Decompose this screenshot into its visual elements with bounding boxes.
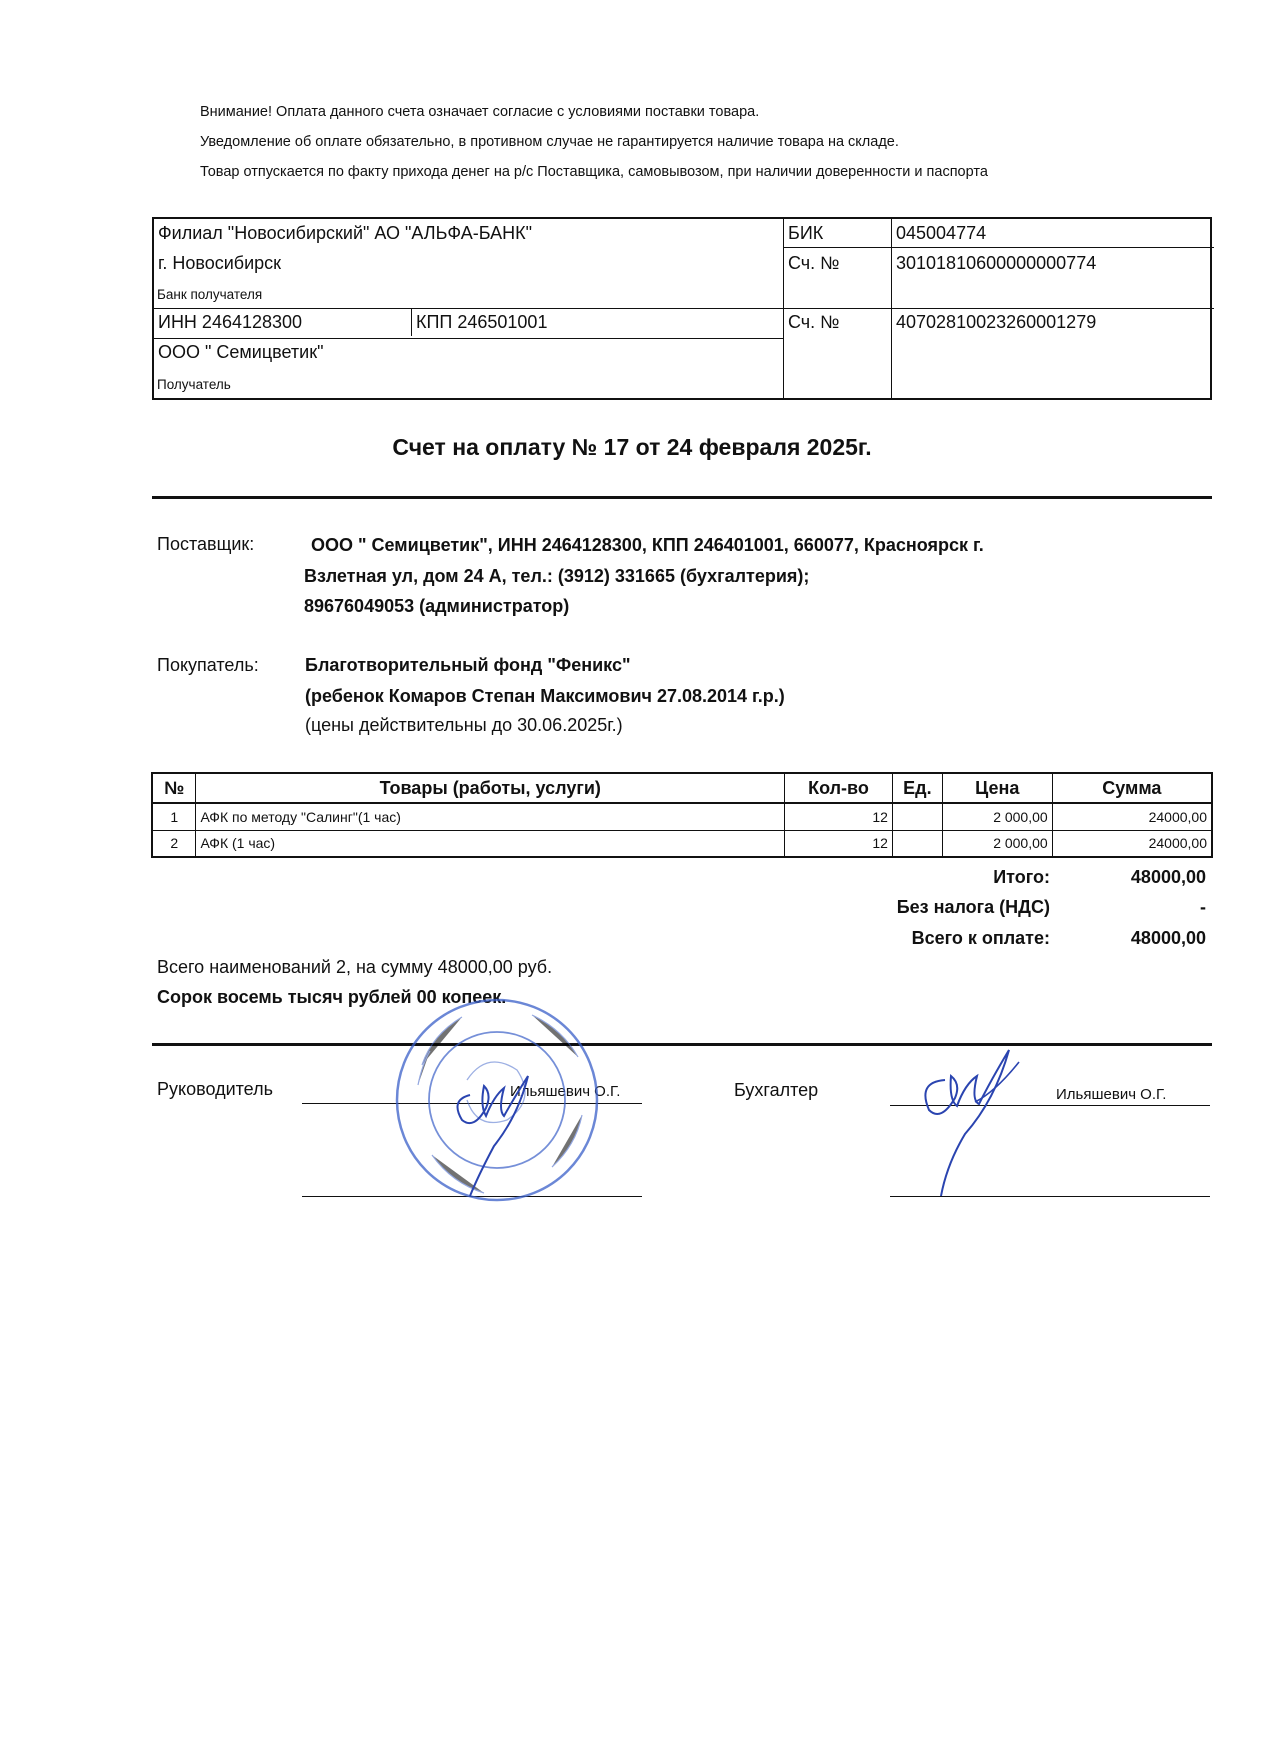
buyer-line-1: Благотворительный фонд "Феникс" bbox=[305, 655, 631, 675]
cell-goods: АФК по методу "Салинг"(1 час) bbox=[196, 803, 785, 830]
summary-count: Всего наименований 2, на сумму 48000,00 руб. bbox=[157, 957, 553, 977]
cell-price: 2 000,00 bbox=[942, 830, 1052, 857]
bank-name: Филиал "Новосибирский" АО "АЛЬФА-БАНК" bbox=[158, 223, 533, 243]
supplier-line-3: 89676049053 (администратор) bbox=[304, 596, 570, 616]
recipient-name: ООО " Семицветик" bbox=[158, 342, 324, 362]
cell-number: 1 bbox=[152, 803, 196, 830]
title-rule bbox=[152, 496, 1212, 499]
account-label: Сч. № bbox=[788, 312, 840, 332]
itogo-label: Итого: bbox=[993, 867, 1050, 887]
cell-sum: 24000,00 bbox=[1052, 830, 1212, 857]
summary-in-words: Сорок восемь тысяч рублей 00 копеек. bbox=[157, 987, 507, 1007]
cell-quantity: 12 bbox=[785, 830, 893, 857]
notice-line-1: Внимание! Оплата данного счета означает согласие с условиями поставки товара. bbox=[200, 104, 760, 120]
bank-city: г. Новосибирск bbox=[158, 253, 282, 273]
corr-account-label: Сч. № bbox=[788, 253, 840, 273]
bank-caption: Банк получателя bbox=[157, 287, 263, 302]
bik-label: БИК bbox=[788, 223, 824, 243]
cell-quantity: 12 bbox=[785, 803, 893, 830]
vat-label: Без налога (НДС) bbox=[896, 897, 1050, 917]
col-header-quantity: Кол-во bbox=[785, 773, 893, 803]
col-header-unit: Ед. bbox=[892, 773, 942, 803]
buyer-line-3: (цены действительны до 30.06.2025г.) bbox=[305, 715, 623, 735]
buyer-line-2: (ребенок Комаров Степан Максимович 27.08.2014 г.р.) bbox=[305, 686, 785, 706]
table-header-row bbox=[152, 773, 1212, 803]
bank-details-table bbox=[152, 217, 1212, 400]
table-row bbox=[152, 803, 1212, 830]
col-header-price: Цена bbox=[942, 773, 1052, 803]
col-header-goods: Товары (работы, услуги) bbox=[196, 773, 785, 803]
summary-rule bbox=[152, 1043, 1212, 1046]
total-value: 48000,00 bbox=[1130, 928, 1206, 948]
itogo-value: 48000,00 bbox=[1130, 867, 1206, 887]
vat-value: - bbox=[1200, 897, 1206, 917]
notice-line-3: Товар отпускается по факту прихода денег на р/с Поставщика, самовывозом, при наличии доверенности и паспорта bbox=[200, 164, 988, 180]
cell-goods: АФК (1 час) bbox=[196, 830, 785, 857]
col-header-sum: Сумма bbox=[1052, 773, 1212, 803]
total-label: Всего к оплате: bbox=[911, 928, 1050, 948]
table-row bbox=[152, 830, 1212, 857]
inn-field: ИНН 2464128300 bbox=[158, 312, 303, 332]
items-table bbox=[151, 772, 1213, 858]
account-value: 40702810023260001279 bbox=[896, 312, 1097, 332]
head-signature-icon bbox=[440, 1050, 550, 1200]
cell-sum: 24000,00 bbox=[1052, 803, 1212, 830]
cell-unit bbox=[892, 830, 942, 857]
cell-unit bbox=[892, 803, 942, 830]
notice-line-2: Уведомление об оплате обязательно, в противном случае не гарантируется наличие товара на складе. bbox=[200, 134, 899, 150]
head-name: Ильяшевич О.Г. bbox=[510, 1083, 621, 1100]
accountant-signature-icon bbox=[905, 1040, 1035, 1205]
bik-value: 045004774 bbox=[896, 223, 987, 243]
supplier-line-2: Взлетная ул, дом 24 А, тел.: (3912) 331665 (бухгалтерия); bbox=[304, 566, 810, 586]
invoice-title: Счет на оплату № 17 от 24 февраля 2025г. bbox=[392, 434, 872, 460]
supplier-label: Поставщик: bbox=[157, 534, 255, 554]
supplier-line-1: ООО " Семицветик", ИНН 2464128300, КПП 246401001, 660077, Красноярск г. bbox=[311, 535, 984, 555]
accountant-signature-label: Бухгалтер bbox=[734, 1080, 819, 1100]
recipient-caption: Получатель bbox=[157, 377, 231, 392]
buyer-label: Покупатель: bbox=[157, 655, 259, 675]
head-signature-label: Руководитель bbox=[157, 1079, 273, 1099]
cell-number: 2 bbox=[152, 830, 196, 857]
accountant-name: Ильяшевич О.Г. bbox=[1056, 1086, 1167, 1103]
corr-account-value: 30101810600000000774 bbox=[896, 253, 1097, 273]
cell-price: 2 000,00 bbox=[942, 803, 1052, 830]
kpp-field: КПП 246501001 bbox=[416, 312, 548, 332]
col-header-number: № bbox=[152, 773, 196, 803]
